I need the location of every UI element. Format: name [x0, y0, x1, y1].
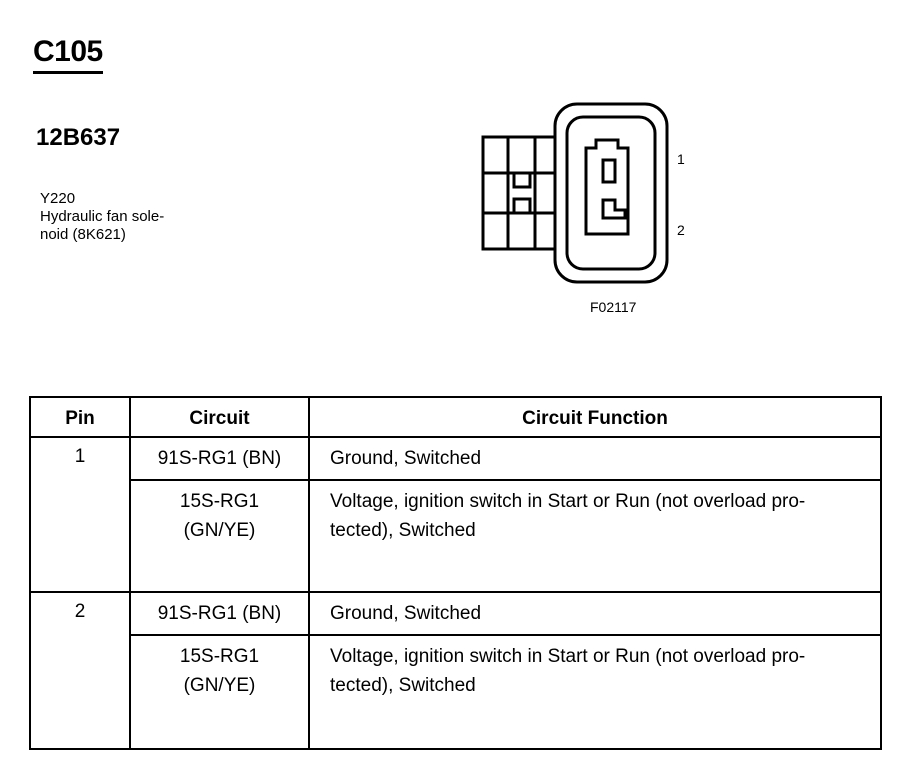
pin-circuit-table [29, 396, 882, 750]
component-name-line1: Hydraulic fan sole- [40, 208, 165, 225]
circuit-line1: 15S-RG1 [179, 491, 260, 512]
pin-cell: 2 [30, 592, 130, 749]
circuit-cell [130, 592, 309, 635]
circuit-line1: 91S-RG1 (BN) [157, 603, 282, 624]
function-line1: Voltage, ignition switch in Start or Run (not overload pro- [330, 491, 806, 512]
function-cell [309, 480, 881, 592]
circuit-line1: 91S-RG1 (BN) [157, 448, 282, 469]
pin-1-label: 1 [677, 151, 685, 167]
pin-2-label: 2 [677, 222, 685, 238]
circuit-cell [130, 635, 309, 749]
table-row [30, 592, 881, 635]
figure-id: F02117 [590, 299, 637, 315]
connector-latch-block [483, 137, 561, 249]
circuit-line2: (GN/YE) [183, 675, 256, 696]
table-row [30, 480, 881, 592]
header-pin: Pin [30, 397, 130, 437]
function-cell [309, 635, 881, 749]
part-number: 12B637 [36, 124, 121, 151]
circuit-cell [130, 480, 309, 592]
table-header-row [30, 397, 881, 437]
header-circuit: Circuit [130, 397, 309, 437]
header-circuit-function: Circuit Function [309, 397, 881, 437]
circuit-line2: (GN/YE) [183, 520, 256, 541]
connector-face-diagram [478, 100, 698, 320]
pin-cell: 1 [30, 437, 130, 592]
table-row [30, 437, 881, 480]
circuit-cell [130, 437, 309, 480]
circuit-line1: 15S-RG1 [179, 646, 260, 667]
component-name-line2: noid (8K621) [40, 226, 126, 243]
function-line1: Ground, Switched [330, 448, 482, 469]
function-line1: Voltage, ignition switch in Start or Run (not overload pro- [330, 646, 806, 667]
component-description [40, 190, 200, 244]
table-row [30, 635, 881, 749]
connector-housing-outer [555, 104, 667, 282]
function-line1: Ground, Switched [330, 603, 482, 624]
function-line2: tected), Switched [330, 520, 476, 541]
function-cell [309, 592, 881, 635]
component-code: Y220 [40, 190, 76, 207]
connector-id: C105 [33, 36, 103, 74]
function-cell [309, 437, 881, 480]
function-line2: tected), Switched [330, 675, 476, 696]
